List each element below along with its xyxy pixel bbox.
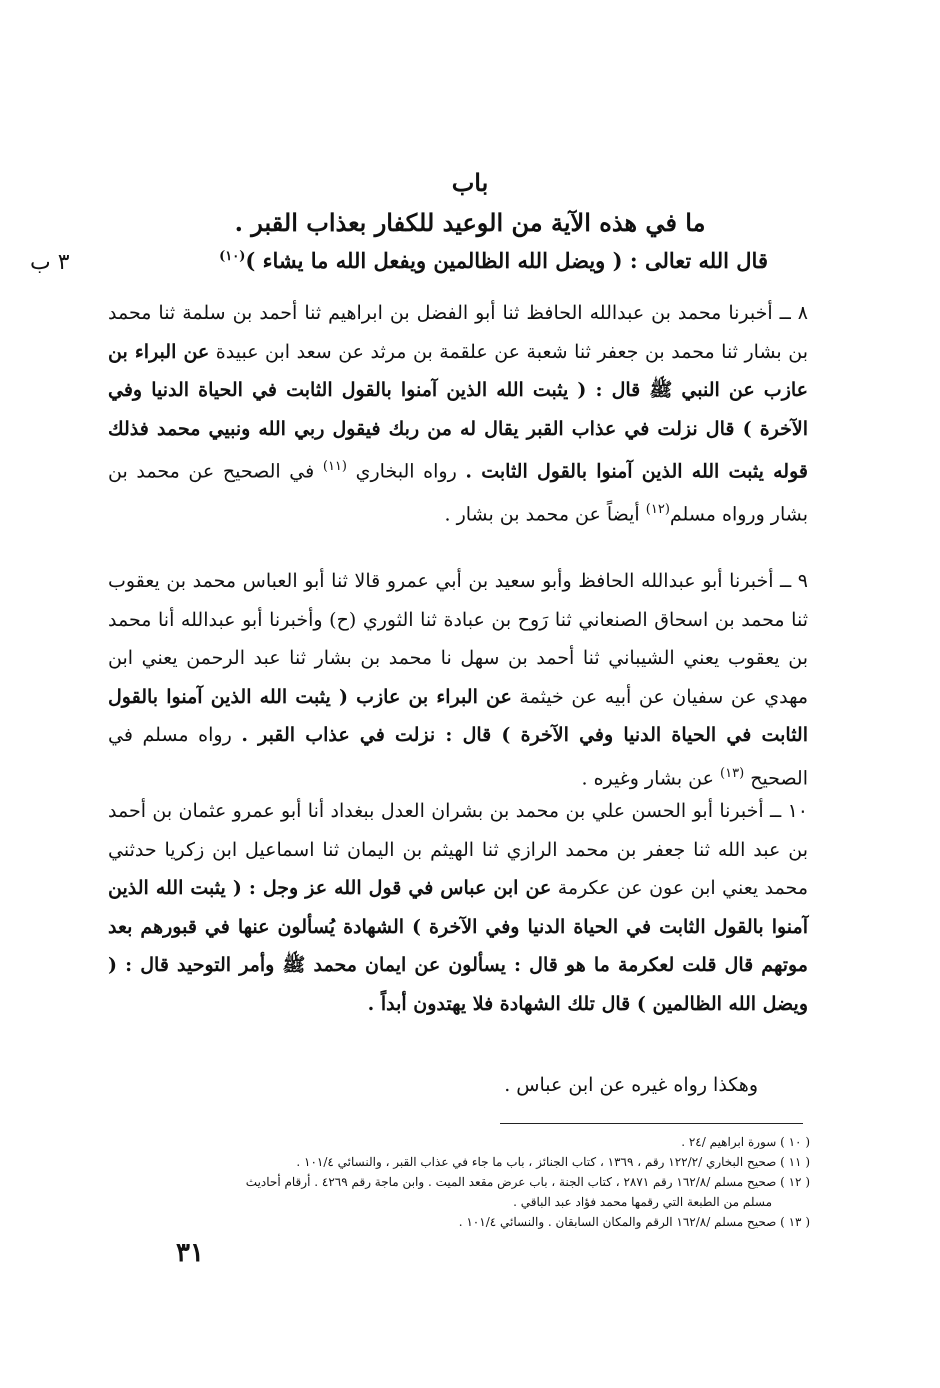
footnote-12: ( ١٢ ) صحيح مسلم /١٦٢/٨ رقم ٢٨٧١ ، كتاب الجنة ، باب عرض مقعد الميت . وابن ماجة رقم ٤٢٦٩ . أرقام أحاديث	[245, 1175, 810, 1189]
matn: عن البراء بن عازب عن النبي ﷺ قال : ( يثبت الله الذين آمنوا بالقول الثابت في الحياة الدنيا وفي الآخرة ) قال نزلت في عذاب القبر يقال له من ربك فيقول ربي الله ونبيي محمد فذلك قوله يثبت الله الذين آمنوا بالقول الثابت .	[108, 340, 808, 483]
isnad: ١٠ ــ أخبرنا أبو الحسن علي بن محمد بن بشران العدل ببغداد أنا أبو عمرو عثمان بن أحمد بن عبد الله ثنا جعفر بن محمد الرازي ثنا الهيثم بن اليمان ثنا اسماعيل ابن زكريا حدثني محمد يعني ابن عون عن عكرمة	[108, 800, 808, 899]
footnotes	[130, 1132, 810, 1232]
footnote-ref: (١٠)	[219, 249, 246, 264]
footnote-ref: (١١)	[322, 459, 347, 474]
chapter-title: ما في هذه الآية من الوعيد للكفار بعذاب القبر .	[234, 208, 706, 237]
footnote-ref: (١٣)	[720, 765, 745, 781]
closing-line: وهكذا رواه غيره عن ابن عباس .	[504, 1074, 758, 1096]
matn: عن البراء بن عازب ( يثبت الله الذين آمنوا بالقول الثابت في الحياة الدنيا وفي الآخرة ) قال : نزلت في عذاب القبر .	[108, 685, 808, 746]
source: في الصحيح عن محمد بن بشار ورواه مسلم	[108, 460, 808, 526]
isnad: ٩ ــ أخبرنا أبو عبدالله الحافظ وأبو سعيد بن أبي عمرو قالا ثنا أبو العباس محمد بن يعقوب ثنا محمد بن اسحاق الصنعاني ثنا رَوح بن عبادة ثنا الثوري (ح) وأخبرنا أبو عبدالله أنا محمد بن يعقوب يعني الشيباني ثنا أحمد بن سهل نا محمد بن بشار ثنا عبد الرحمن يعني ابن مهدي عن سفيان عن أبيه عن خيثمة	[108, 570, 809, 708]
footnote-ref: (١٢)	[645, 501, 670, 517]
hadith-paragraph-10	[108, 792, 808, 1023]
verse-prefix: قال الله تعالى :	[629, 248, 768, 273]
isnad: ٨ ــ أخبرنا محمد بن عبدالله الحافظ ثنا أبو الفضل بن ابراهيم ثنا أحمد بن سلمة ثنا محمد بن بشار ثنا محمد بن جعفر ثنا شعبة عن علقمة بن مرثد عن سعد ابن عبيدة	[108, 302, 808, 363]
footnote-12-continued: مسلم من الطبعة التي رقمها محمد فؤاد عبد الباقي .	[513, 1195, 772, 1209]
footnote-divider	[500, 1123, 803, 1124]
footnote-13: ( ١٣ ) صحيح مسلم /١٦٢/٨ الرقم والمكان السابقان . والنسائي ١٠١/٤ .	[458, 1215, 810, 1229]
matn: عن ابن عباس في قول الله عز وجل : ( يثبت الله الذين آمنوا بالقول الثابت في الحياة الدنيا وفي الآخرة ) الشهادة يُسألون عنها في قبورهم بعد موتهم قال قلت لعكرمة ما هو قال : يسألون عن ايمان محمد ﷺ وأمر التوحيد قال : ( ويضل الله الظالمين ) قال تلك الشهادة فلا يهتدون أبداً .	[108, 877, 808, 1015]
hadith-paragraph-8	[108, 294, 808, 534]
source: رواه مسلم في الصحيح	[108, 724, 808, 789]
chapter-heading: باب	[451, 168, 489, 197]
source: عن بشار وغيره .	[581, 766, 714, 789]
chapter-verse	[148, 248, 768, 273]
page-number: ٣١	[176, 1238, 204, 1268]
source: أيضاً عن محمد بن بشار .	[444, 503, 640, 526]
manuscript-folio-note: ٣ ب	[30, 250, 70, 275]
verse-text: ( ويضل الله الظالمين ويفعل الله ما يشاء )	[245, 248, 623, 273]
footnote-10: ( ١٠ ) سورة ابراهيم /٢٤ .	[681, 1135, 810, 1149]
footnote-11: ( ١١ ) صحيح البخاري /١٢٢/٢ رقم ، ١٣٦٩ ، كتاب الجنائز ، باب ما جاء في عذاب القبر ، والنسائي ١٠١/٤ .	[296, 1155, 810, 1169]
source: رواه البخاري	[355, 460, 457, 483]
hadith-paragraph-9	[108, 562, 808, 797]
